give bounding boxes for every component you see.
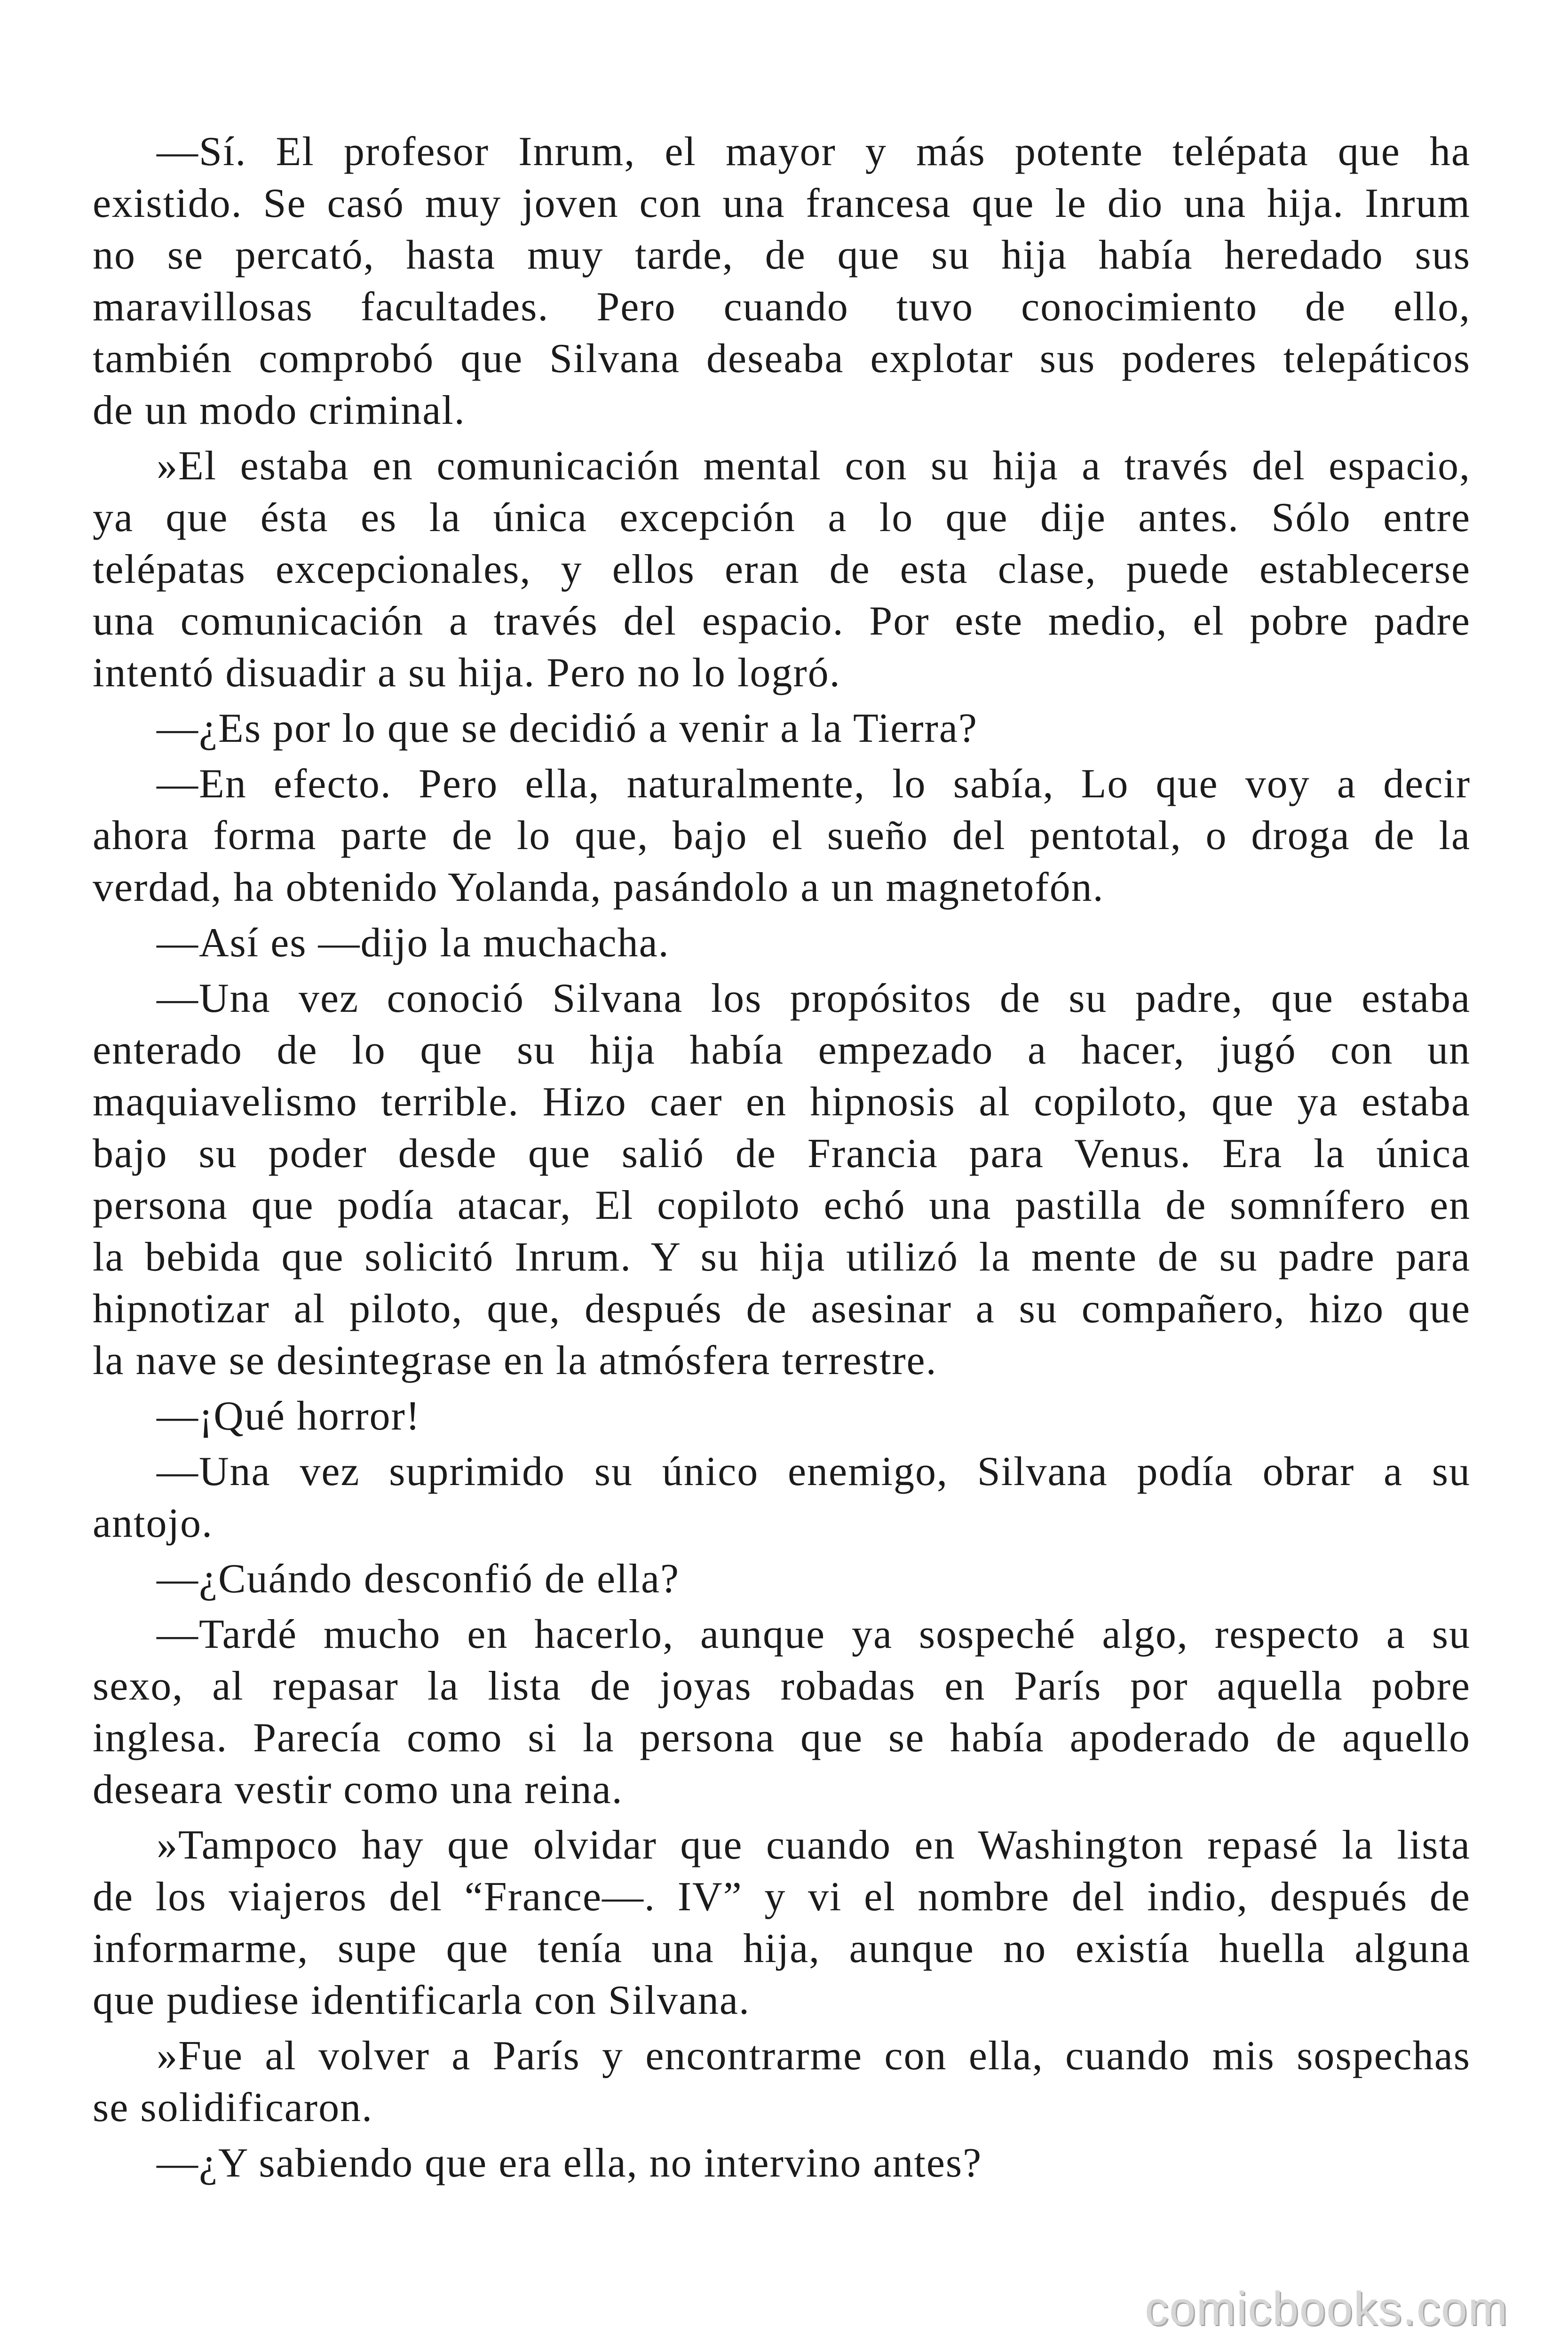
text-line: hipnotizar al piloto, que, después de asesinar a su compañero, hizo que <box>93 1286 1471 1332</box>
text-line: maquiavelismo terrible. Hizo caer en hipnosis al copiloto, que ya estaba <box>93 1079 1471 1125</box>
text-line: ya que ésta es la única excepción a lo que dije antes. Sólo entre <box>93 495 1471 540</box>
text-line: —Sí. El profesor Inrum, el mayor y más potente telépata que ha <box>157 129 1471 175</box>
text-line: —¿Y sabiendo que era ella, no intervino antes? <box>157 2140 982 2186</box>
text-line: telépatas excepcionales, y ellos eran de esta clase, puede establecerse <box>93 547 1471 592</box>
text-line: ahora forma parte de lo que, bajo el sueño del pentotal, o droga de la <box>93 813 1471 858</box>
text-line: verdad, ha obtenido Yolanda, pasándolo a un magnetofón. <box>93 865 1104 910</box>
text-line: que pudiese identificarla con Silvana. <box>93 1978 750 2023</box>
text-line: —¿Es por lo que se decidió a venir a la Tierra? <box>157 706 978 751</box>
text-line: »Fue al volver a París y encontrarme con ella, cuando mis sospechas <box>157 2033 1471 2079</box>
text-line: —¿Cuándo desconfió de ella? <box>157 1556 680 1602</box>
paragraph <box>93 1820 1471 2026</box>
text-line: intentó disuadir a su hija. Pero no lo logró. <box>93 650 841 696</box>
paragraph <box>93 2030 1471 2134</box>
text-line: —Así es —dijo la muchacha. <box>157 920 670 966</box>
text-line: —Una vez suprimido su único enemigo, Silvana podía obrar a su <box>157 1449 1471 1494</box>
text-line: también comprobó que Silvana deseaba explotar sus poderes telepáticos <box>93 336 1471 381</box>
text-line: —En efecto. Pero ella, naturalmente, lo sabía, Lo que voy a decir <box>157 761 1471 807</box>
text-line: antojo. <box>93 1501 213 1546</box>
text-line: la bebida que solicitó Inrum. Y su hija utilizó la mente de su padre para <box>93 1234 1471 1280</box>
text-line: de un modo criminal. <box>93 388 466 433</box>
text-line: no se percató, hasta muy tarde, de que su hija había heredado sus <box>93 232 1471 278</box>
text-line: maravillosas facultades. Pero cuando tuvo conocimiento de ello, <box>93 284 1471 330</box>
text-line: existido. Se casó muy joven con una francesa que le dio una hija. Inrum <box>93 181 1471 226</box>
paragraph <box>93 2137 1471 2189</box>
paragraph <box>93 440 1471 699</box>
paragraph <box>93 1446 1471 1549</box>
paragraph <box>93 758 1471 914</box>
paragraph <box>93 917 1471 969</box>
text-line: —¡Qué horror! <box>157 1393 421 1439</box>
page-text-body <box>93 126 1471 2189</box>
paragraph <box>93 973 1471 1387</box>
text-line: deseara vestir como una reina. <box>93 1767 623 1812</box>
text-line: —Una vez conoció Silvana los propósitos de su padre, que estaba <box>157 976 1471 1021</box>
text-line: »Tampoco hay que olvidar que cuando en Washington repasé la lista <box>157 1822 1471 1868</box>
watermark: comicbooks.com <box>1145 2282 1508 2335</box>
text-line: informarme, supe que tenía una hija, aunque no existía huella alguna <box>93 1926 1471 1971</box>
paragraph <box>93 703 1471 755</box>
paragraph <box>93 126 1471 437</box>
text-line: inglesa. Parecía como si la persona que se había apoderado de aquello <box>93 1715 1471 1761</box>
text-line: persona que podía atacar, El copiloto echó una pastilla de somnífero en <box>93 1183 1471 1228</box>
text-line: enterado de lo que su hija había empezado a hacer, jugó con un <box>93 1027 1471 1073</box>
text-line: —Tardé mucho en hacerlo, aunque ya sospeché algo, respecto a su <box>157 1612 1471 1657</box>
text-line: se solidificaron. <box>93 2085 373 2130</box>
text-line: bajo su poder desde que salió de Francia para Venus. Era la única <box>93 1131 1471 1176</box>
paragraph <box>93 1553 1471 1605</box>
text-line: una comunicación a través del espacio. Por este medio, el pobre padre <box>93 598 1471 644</box>
paragraph <box>93 1391 1471 1442</box>
text-line: sexo, al repasar la lista de joyas robadas en París por aquella pobre <box>93 1663 1471 1709</box>
paragraph <box>93 1609 1471 1816</box>
text-line: la nave se desintegrase en la atmósfera terrestre. <box>93 1338 937 1383</box>
text-line: »El estaba en comunicación mental con su hija a través del espacio, <box>157 443 1471 489</box>
text-line: de los viajeros del “France—. IV” y vi el nombre del indio, después de <box>93 1874 1471 1920</box>
